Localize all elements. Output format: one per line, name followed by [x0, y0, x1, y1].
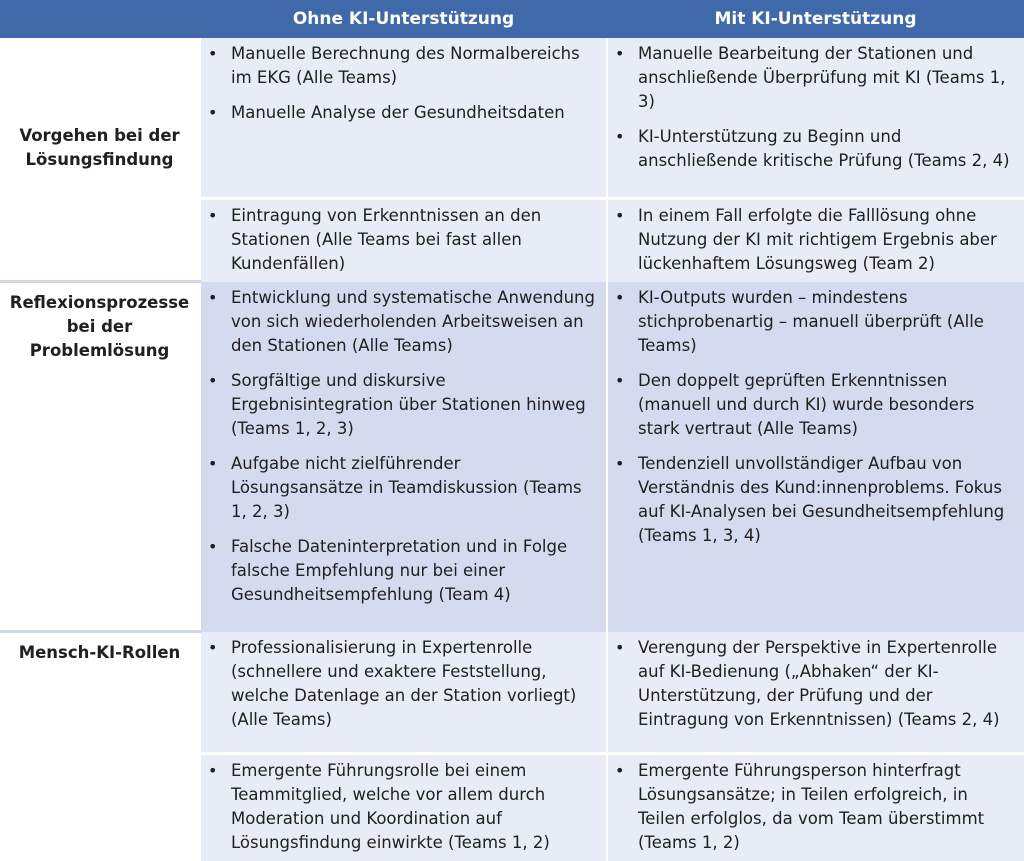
table-row [0, 632, 1024, 754]
bullet-icon: • [615, 369, 624, 393]
bullet-list [201, 636, 596, 732]
row-label-mensch-ki-rollen: Mensch-KI-Rollen [0, 632, 200, 861]
list-item-text: Manuelle Berechnung des Normalbereichs im EKG (Alle Teams) [231, 44, 580, 87]
header-empty-cell [0, 0, 200, 38]
list-item [201, 369, 596, 441]
list-item-text: Entwicklung und systematische Anwendung von sich wiederholenden Arbeitsweisen an den Stationen (Alle Teams) [231, 288, 595, 355]
list-item [608, 125, 1014, 173]
bullet-list [608, 636, 1014, 732]
bullet-icon: • [208, 369, 217, 393]
table-header-row [0, 0, 1024, 38]
list-item-text: Eintragung von Erkenntnissen an den Stationen (Alle Teams bei fast allen Kundenfällen) [231, 206, 541, 273]
list-item [201, 286, 596, 358]
list-item [201, 636, 596, 732]
list-item [201, 535, 596, 607]
bullet-icon: • [615, 452, 624, 476]
list-item-text: In einem Fall erfolgte die Falllösung ohne Nutzung der KI mit richtigem Ergebnis aber lückenhaftem Lösungsweg (Team 2) [638, 206, 997, 273]
bullet-icon: • [208, 452, 217, 476]
header-ohne-ki: Ohne KI-Unterstützung [200, 0, 607, 38]
cell-ohne-ki [200, 282, 607, 632]
bullet-list [201, 42, 596, 125]
list-item [608, 286, 1014, 358]
bullet-icon: • [615, 286, 624, 310]
list-item-text: Falsche Dateninterpretation und in Folge falsche Empfehlung nur bei einer Gesundheitsempfehlung (Team 4) [231, 537, 567, 604]
bullet-icon: • [208, 204, 217, 228]
list-item-text: KI-Unterstützung zu Beginn und anschließende kritische Prüfung (Teams 2, 4) [638, 127, 1010, 170]
list-item [201, 204, 596, 276]
cell-mit-ki [607, 754, 1024, 861]
list-item-text: Aufgabe nicht zielführender Lösungsansätze in Teamdiskussion (Teams 1, 2, 3) [231, 454, 582, 521]
cell-ohne-ki [200, 754, 607, 861]
table-row [0, 38, 1024, 198]
list-item-text: Manuelle Bearbeitung der Stationen und anschließende Überprüfung mit KI (Teams 1, 3) [638, 44, 1005, 111]
list-item [608, 204, 1014, 276]
row-label-loesungsfindung: Vorgehen bei der Lösungsfindung [0, 38, 200, 282]
list-item [608, 636, 1014, 732]
list-item-text: KI-Outputs wurden – mindestens stichprobenartig – manuell überprüft (Alle Teams) [638, 288, 984, 355]
list-item [608, 42, 1014, 114]
bullet-icon: • [208, 636, 217, 660]
cell-ohne-ki [200, 632, 607, 754]
bullet-icon: • [615, 759, 624, 783]
list-item [608, 759, 1014, 855]
bullet-icon: • [208, 286, 217, 310]
list-item [201, 759, 596, 855]
list-item-text: Verengung der Perspektive in Expertenrolle auf KI-Bedienung („Abhaken“ der KI-Unterstützung, der Prüfung und der Eintragung von Erkenntnissen) (Teams 2, 4) [638, 638, 1000, 729]
table-row [0, 282, 1024, 632]
list-item-text: Den doppelt geprüften Erkenntnissen (manuell und durch KI) wurde besonders stark vertraut (Alle Teams) [638, 371, 974, 438]
list-item-text: Emergente Führungsperson hinterfragt Lösungsansätze; in Teilen erfolgreich, in Teilen erfolglos, da vom Team überstimmt (Teams 1, 2) [638, 761, 984, 852]
bullet-icon: • [208, 759, 217, 783]
list-item [201, 101, 596, 125]
bullet-list [201, 286, 596, 607]
header-mit-ki: Mit KI-Unterstützung [607, 0, 1024, 38]
bullet-icon: • [208, 535, 217, 559]
list-item-text: Professionalisierung in Expertenrolle (schnellere und exaktere Feststellung, welche Datenlage an der Station vorliegt) (Alle Teams) [231, 638, 576, 729]
bullet-icon: • [208, 42, 217, 66]
list-item-text: Tendenziell unvollständiger Aufbau von Verständnis des Kund:innenproblems. Fokus auf KI-Analysen bei Gesundheitsempfehlung (Teams 1, 3, 4) [638, 454, 1004, 545]
bullet-icon: • [615, 42, 624, 66]
bullet-icon: • [208, 101, 217, 125]
list-item [201, 42, 596, 90]
bullet-icon: • [615, 636, 624, 660]
bullet-list [201, 204, 596, 276]
list-item [608, 452, 1014, 548]
cell-mit-ki [607, 38, 1024, 198]
bullet-list [608, 42, 1014, 173]
cell-mit-ki [607, 632, 1024, 754]
bullet-list [608, 759, 1014, 855]
list-item-text: Manuelle Analyse der Gesundheitsdaten [231, 103, 565, 122]
list-item-text: Emergente Führungsrolle bei einem Teammitglied, welche vor allem durch Moderation und Koordination auf Lösungsfindung einwirkte (Teams 1, 2) [231, 761, 550, 852]
bullet-icon: • [615, 125, 624, 149]
row-label-reflexionsprozesse: Reflexionsprozesse bei der Problemlösung [0, 282, 200, 632]
bullet-list [201, 759, 596, 855]
cell-mit-ki [607, 198, 1024, 282]
bullet-list [608, 204, 1014, 276]
bullet-icon: • [615, 204, 624, 228]
cell-ohne-ki [200, 198, 607, 282]
list-item [201, 452, 596, 524]
cell-mit-ki [607, 282, 1024, 632]
list-item [608, 369, 1014, 441]
cell-ohne-ki [200, 38, 607, 198]
list-item-text: Sorgfältige und diskursive Ergebnisintegration über Stationen hinweg (Teams 1, 2, 3) [231, 371, 586, 438]
bullet-list [608, 286, 1014, 548]
